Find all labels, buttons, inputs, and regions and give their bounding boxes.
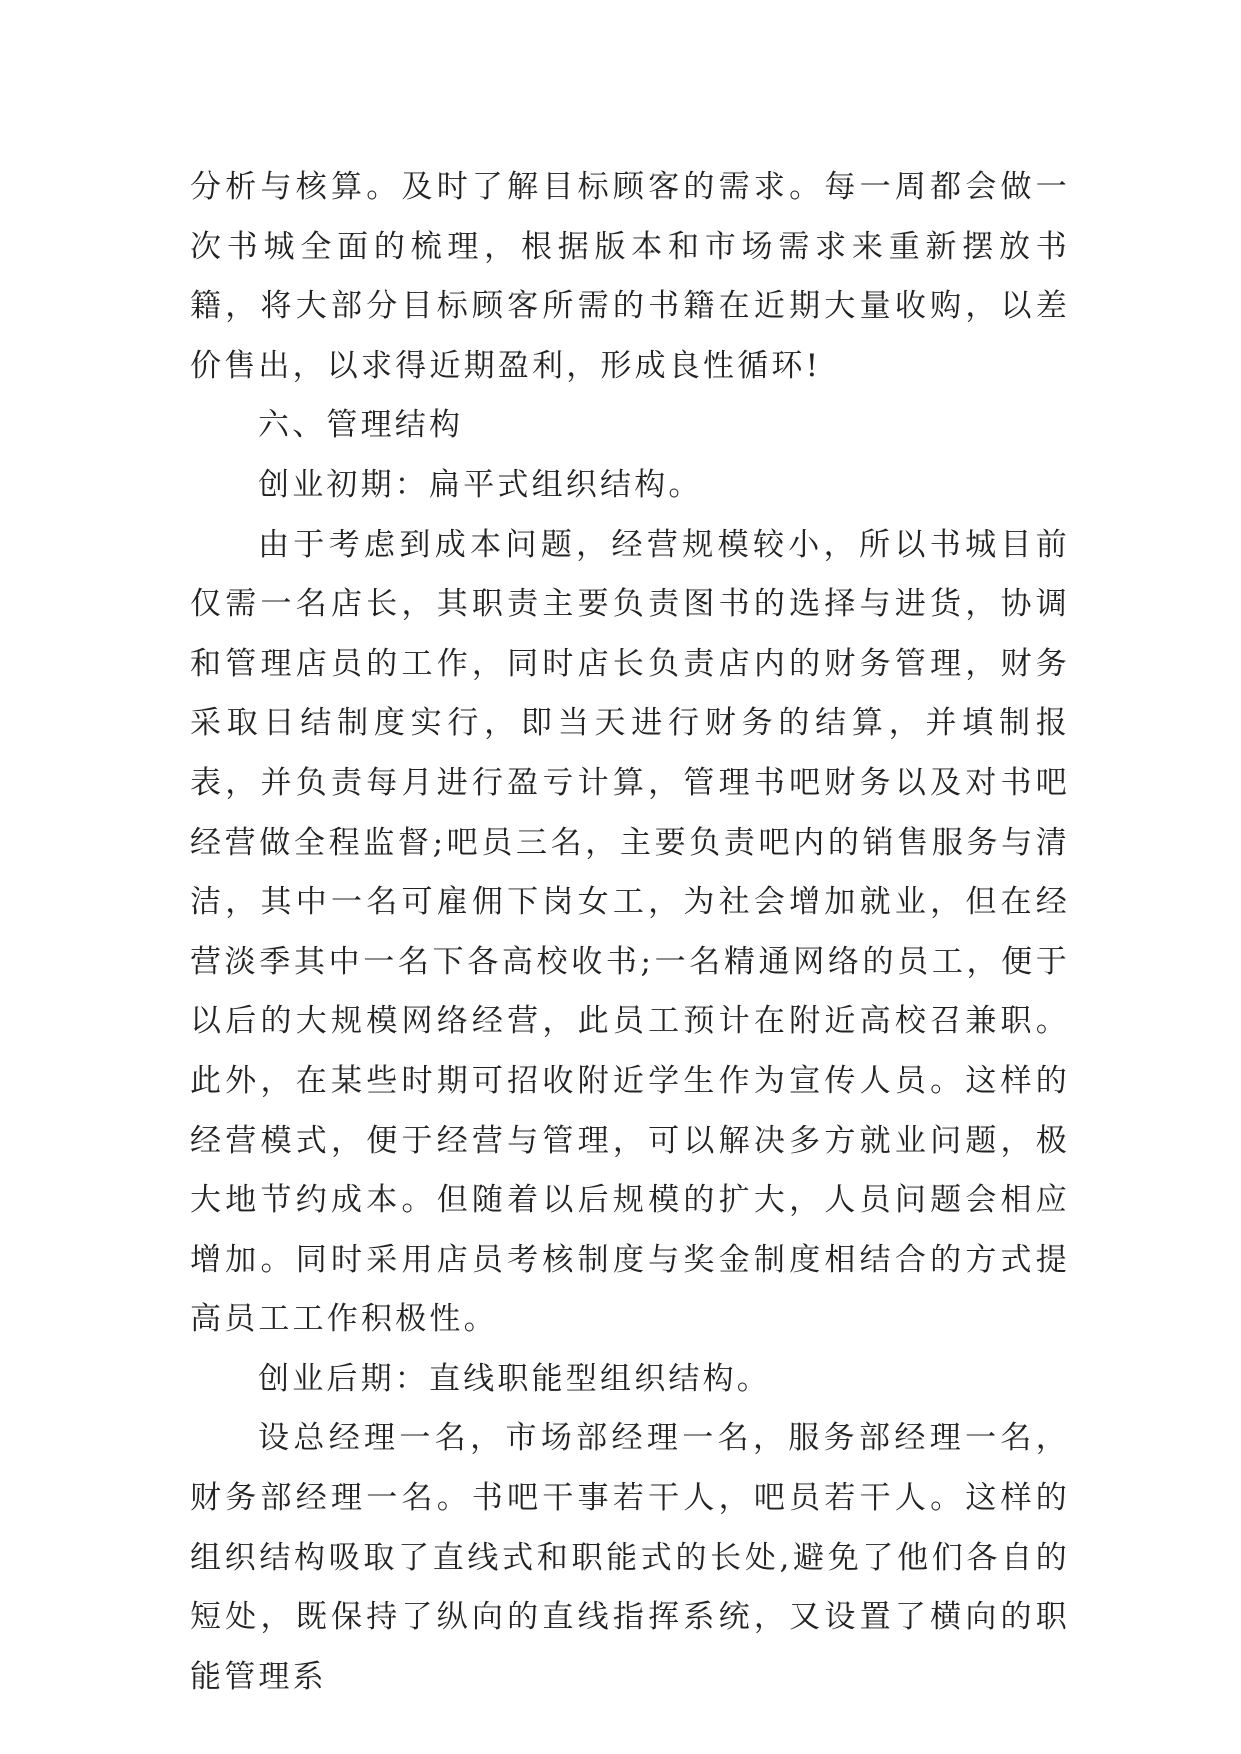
document-body [190,158,1070,1707]
paragraph-early-stage-title: 创业初期：扁平式组织结构。 [258,466,703,503]
paragraph-later-stage-title: 创业后期：直线职能型组织结构。 [258,1360,771,1397]
paragraph-later-stage-details: 设总经理一名，市场部经理一名，服务部经理一名，财务部经理一名。书吧干事若干人，吧员若干人。这样的组织结构吸取了直线式和职能式的长处,避免了他们各自的短处，既保持了纵向的直线指挥系统，又设置了横向的职能管理系 [190,1420,1070,1695]
paragraph-early-stage-details: 由于考虑到成本问题，经营规模较小，所以书城目前仅需一名店长，其职责主要负责图书的选择与进货，协调和管理店员的工作，同时店长负责店内的财务管理，财务采取日结制度实行，即当天进行财务的结算，并填制报表，并负责每月进行盈亏计算，管理书吧财务以及对书吧经营做全程监督;吧员三名，主要负责吧内的销售服务与清洁，其中一名可雇佣下岗女工，为社会增加就业，但在经营淡季其中一名下各高校收书;一名精通网络的员工，便于以后的大规模网络经营，此员工预计在附近高校召兼职。此外，在某些时期可招收附近学生作为宣传人员。这样的经营模式，便于经营与管理，可以解决多方就业问题，极大地节约成本。但随着以后规模的扩大，人员问题会相应增加。同时采用店员考核制度与奖金制度相结合的方式提高员工工作积极性。 [190,526,1070,1338]
paragraph-analysis: 分析与核算。及时了解目标顾客的需求。每一周都会做一次书城全面的梳理，根据版本和市场需求来重新摆放书籍，将大部分目标顾客所需的书籍在近期大量收购，以差价售出，以求得近期盈利，形成良性循环! [190,169,1070,384]
section-heading-management-structure: 六、管理结构 [258,407,464,444]
